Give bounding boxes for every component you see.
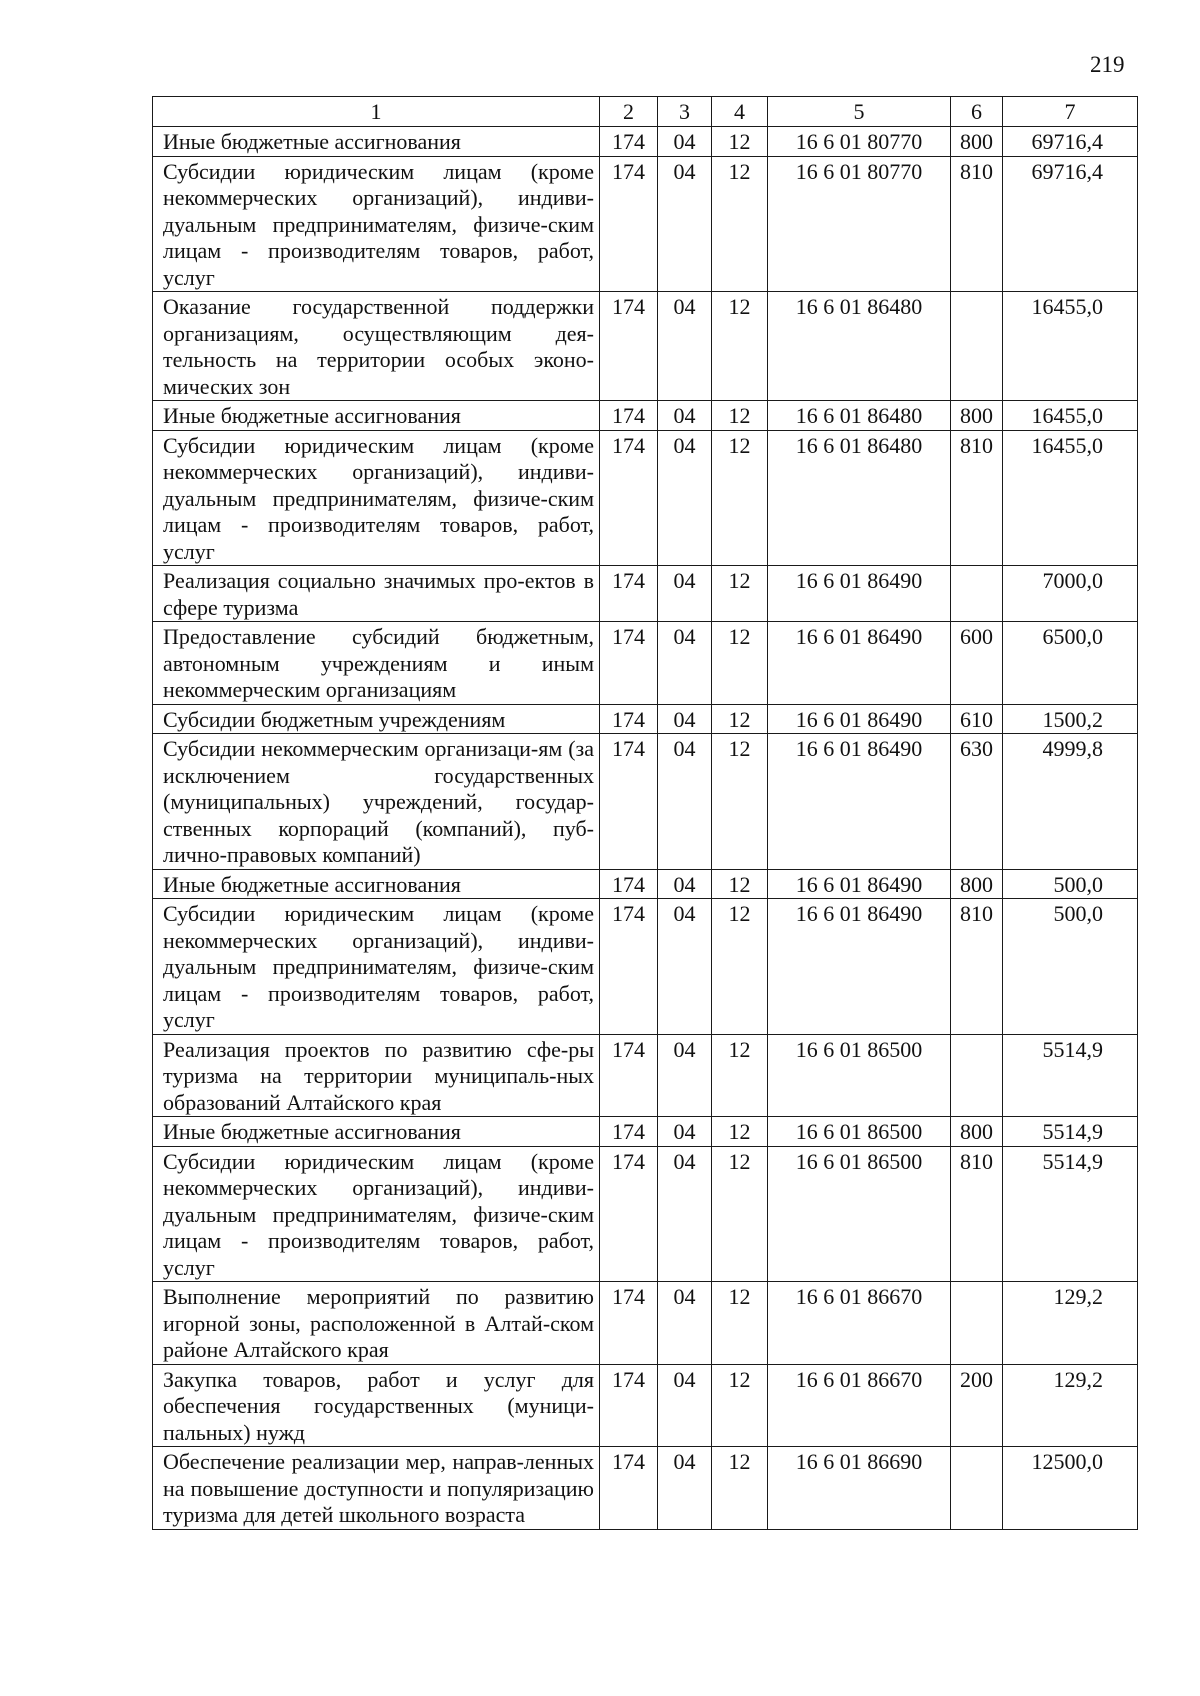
cell-section: 04 bbox=[658, 869, 712, 899]
cell-subsection: 12 bbox=[712, 1364, 768, 1447]
cell-ministry-code: 174 bbox=[600, 430, 658, 566]
cell-amount: 69716,4 bbox=[1003, 156, 1138, 292]
cell-section: 04 bbox=[658, 566, 712, 622]
header-col-3: 3 bbox=[658, 97, 712, 127]
cell-subsection: 12 bbox=[712, 127, 768, 157]
cell-amount: 129,2 bbox=[1003, 1364, 1138, 1447]
cell-expense-type bbox=[951, 1282, 1003, 1365]
table-row bbox=[153, 292, 1138, 401]
cell-subsection: 12 bbox=[712, 704, 768, 734]
table-row bbox=[153, 1117, 1138, 1147]
cell-subsection: 12 bbox=[712, 292, 768, 401]
cell-section: 04 bbox=[658, 292, 712, 401]
table-row bbox=[153, 899, 1138, 1035]
cell-amount: 129,2 bbox=[1003, 1282, 1138, 1365]
table-body bbox=[153, 127, 1138, 1530]
cell-section: 04 bbox=[658, 1034, 712, 1117]
cell-amount: 69716,4 bbox=[1003, 127, 1138, 157]
cell-name: Иные бюджетные ассигнования bbox=[153, 869, 600, 899]
cell-amount: 5514,9 bbox=[1003, 1146, 1138, 1282]
cell-expense-type: 630 bbox=[951, 734, 1003, 870]
cell-name: Субсидии некоммерческим организаци-ям (за исключением государственных (муниципальных) учреждений, государ-ственных корпораций (компаний), пуб-лично-правовых компаний) bbox=[153, 734, 600, 870]
cell-subsection: 12 bbox=[712, 566, 768, 622]
table-row bbox=[153, 401, 1138, 431]
header-col-4: 4 bbox=[712, 97, 768, 127]
cell-ministry-code: 174 bbox=[600, 622, 658, 705]
table-row bbox=[153, 127, 1138, 157]
cell-section: 04 bbox=[658, 734, 712, 870]
cell-name: Иные бюджетные ассигнования bbox=[153, 1117, 600, 1147]
cell-ministry-code: 174 bbox=[600, 1364, 658, 1447]
cell-target-article: 16 6 01 80770 bbox=[768, 156, 951, 292]
cell-section: 04 bbox=[658, 622, 712, 705]
cell-target-article: 16 6 01 86490 bbox=[768, 869, 951, 899]
cell-expense-type: 810 bbox=[951, 899, 1003, 1035]
cell-expense-type: 610 bbox=[951, 704, 1003, 734]
table-row bbox=[153, 622, 1138, 705]
table-row bbox=[153, 734, 1138, 870]
header-row bbox=[153, 97, 1138, 127]
cell-section: 04 bbox=[658, 430, 712, 566]
cell-expense-type bbox=[951, 1447, 1003, 1530]
cell-name: Иные бюджетные ассигнования bbox=[153, 401, 600, 431]
table-row bbox=[153, 156, 1138, 292]
cell-name: Иные бюджетные ассигнования bbox=[153, 127, 600, 157]
cell-target-article: 16 6 01 86500 bbox=[768, 1034, 951, 1117]
cell-expense-type bbox=[951, 1034, 1003, 1117]
table-row bbox=[153, 566, 1138, 622]
cell-ministry-code: 174 bbox=[600, 899, 658, 1035]
cell-target-article: 16 6 01 86480 bbox=[768, 430, 951, 566]
cell-ministry-code: 174 bbox=[600, 1282, 658, 1365]
cell-section: 04 bbox=[658, 1447, 712, 1530]
cell-name: Реализация социально значимых про-ектов в сфере туризма bbox=[153, 566, 600, 622]
cell-expense-type: 800 bbox=[951, 127, 1003, 157]
cell-section: 04 bbox=[658, 704, 712, 734]
cell-subsection: 12 bbox=[712, 156, 768, 292]
cell-target-article: 16 6 01 86490 bbox=[768, 704, 951, 734]
budget-table bbox=[152, 96, 1138, 1530]
cell-amount: 16455,0 bbox=[1003, 430, 1138, 566]
cell-section: 04 bbox=[658, 1364, 712, 1447]
cell-ministry-code: 174 bbox=[600, 1117, 658, 1147]
cell-section: 04 bbox=[658, 1146, 712, 1282]
table-row bbox=[153, 869, 1138, 899]
cell-ministry-code: 174 bbox=[600, 566, 658, 622]
cell-expense-type: 800 bbox=[951, 869, 1003, 899]
cell-subsection: 12 bbox=[712, 1146, 768, 1282]
cell-name: Субсидии юридическим лицам (кроме некоммерческих организаций), индиви-дуальным предпринимателям, физиче-ским лицам - производителям товаров, работ, услуг bbox=[153, 156, 600, 292]
page-number: 219 bbox=[1090, 52, 1125, 77]
cell-subsection: 12 bbox=[712, 734, 768, 870]
cell-target-article: 16 6 01 86480 bbox=[768, 401, 951, 431]
cell-ministry-code: 174 bbox=[600, 156, 658, 292]
cell-name: Обеспечение реализации мер, направ-ленных на повышение доступности и популяризацию туризма для детей школьного возраста bbox=[153, 1447, 600, 1530]
cell-amount: 5514,9 bbox=[1003, 1034, 1138, 1117]
cell-name: Выполнение мероприятий по развитию игорной зоны, расположенной в Алтай-ском районе Алтайского края bbox=[153, 1282, 600, 1365]
cell-ministry-code: 174 bbox=[600, 869, 658, 899]
cell-section: 04 bbox=[658, 127, 712, 157]
cell-amount: 4999,8 bbox=[1003, 734, 1138, 870]
cell-expense-type: 200 bbox=[951, 1364, 1003, 1447]
cell-amount: 16455,0 bbox=[1003, 401, 1138, 431]
cell-ministry-code: 174 bbox=[600, 704, 658, 734]
cell-subsection: 12 bbox=[712, 1034, 768, 1117]
table-row bbox=[153, 1034, 1138, 1117]
cell-section: 04 bbox=[658, 401, 712, 431]
header-col-7: 7 bbox=[1003, 97, 1138, 127]
cell-ministry-code: 174 bbox=[600, 292, 658, 401]
cell-expense-type: 800 bbox=[951, 1117, 1003, 1147]
cell-subsection: 12 bbox=[712, 1282, 768, 1365]
cell-name: Закупка товаров, работ и услуг для обеспечения государственных (муници-пальных) нужд bbox=[153, 1364, 600, 1447]
cell-amount: 5514,9 bbox=[1003, 1117, 1138, 1147]
cell-name: Субсидии юридическим лицам (кроме некоммерческих организаций), индиви-дуальным предпринимателям, физиче-ским лицам - производителям товаров, работ, услуг bbox=[153, 899, 600, 1035]
header-col-2: 2 bbox=[600, 97, 658, 127]
cell-section: 04 bbox=[658, 899, 712, 1035]
cell-name: Субсидии бюджетным учреждениям bbox=[153, 704, 600, 734]
cell-target-article: 16 6 01 86670 bbox=[768, 1282, 951, 1365]
cell-subsection: 12 bbox=[712, 401, 768, 431]
cell-subsection: 12 bbox=[712, 430, 768, 566]
cell-ministry-code: 174 bbox=[600, 734, 658, 870]
cell-amount: 6500,0 bbox=[1003, 622, 1138, 705]
cell-subsection: 12 bbox=[712, 899, 768, 1035]
table-row bbox=[153, 1364, 1138, 1447]
table-row bbox=[153, 430, 1138, 566]
cell-target-article: 16 6 01 86480 bbox=[768, 292, 951, 401]
cell-amount: 7000,0 bbox=[1003, 566, 1138, 622]
cell-ministry-code: 174 bbox=[600, 1447, 658, 1530]
cell-target-article: 16 6 01 86490 bbox=[768, 622, 951, 705]
cell-ministry-code: 174 bbox=[600, 1146, 658, 1282]
cell-section: 04 bbox=[658, 156, 712, 292]
cell-section: 04 bbox=[658, 1282, 712, 1365]
header-col-5: 5 bbox=[768, 97, 951, 127]
cell-expense-type bbox=[951, 292, 1003, 401]
table-row bbox=[153, 1447, 1138, 1530]
cell-expense-type: 810 bbox=[951, 156, 1003, 292]
header-col-6: 6 bbox=[951, 97, 1003, 127]
cell-expense-type bbox=[951, 566, 1003, 622]
cell-name: Предоставление субсидий бюджетным, автономным учреждениям и иным некоммерческим организациям bbox=[153, 622, 600, 705]
cell-ministry-code: 174 bbox=[600, 127, 658, 157]
cell-subsection: 12 bbox=[712, 869, 768, 899]
cell-expense-type: 810 bbox=[951, 1146, 1003, 1282]
cell-ministry-code: 174 bbox=[600, 401, 658, 431]
table-row bbox=[153, 1282, 1138, 1365]
cell-amount: 1500,2 bbox=[1003, 704, 1138, 734]
cell-target-article: 16 6 01 86490 bbox=[768, 566, 951, 622]
cell-amount: 500,0 bbox=[1003, 899, 1138, 1035]
cell-subsection: 12 bbox=[712, 1447, 768, 1530]
cell-subsection: 12 bbox=[712, 622, 768, 705]
cell-section: 04 bbox=[658, 1117, 712, 1147]
cell-target-article: 16 6 01 80770 bbox=[768, 127, 951, 157]
cell-amount: 500,0 bbox=[1003, 869, 1138, 899]
cell-ministry-code: 174 bbox=[600, 1034, 658, 1117]
cell-name: Реализация проектов по развитию сфе-ры туризма на территории муниципаль-ных образований Алтайского края bbox=[153, 1034, 600, 1117]
cell-amount: 12500,0 bbox=[1003, 1447, 1138, 1530]
cell-target-article: 16 6 01 86690 bbox=[768, 1447, 951, 1530]
cell-target-article: 16 6 01 86670 bbox=[768, 1364, 951, 1447]
cell-name: Субсидии юридическим лицам (кроме некоммерческих организаций), индиви-дуальным предпринимателям, физиче-ским лицам - производителям товаров, работ, услуг bbox=[153, 1146, 600, 1282]
cell-target-article: 16 6 01 86500 bbox=[768, 1117, 951, 1147]
cell-target-article: 16 6 01 86490 bbox=[768, 899, 951, 1035]
cell-expense-type: 600 bbox=[951, 622, 1003, 705]
cell-amount: 16455,0 bbox=[1003, 292, 1138, 401]
cell-target-article: 16 6 01 86490 bbox=[768, 734, 951, 870]
cell-target-article: 16 6 01 86500 bbox=[768, 1146, 951, 1282]
header-col-1: 1 bbox=[153, 97, 600, 127]
cell-name: Субсидии юридическим лицам (кроме некоммерческих организаций), индиви-дуальным предпринимателям, физиче-ским лицам - производителям товаров, работ, услуг bbox=[153, 430, 600, 566]
cell-expense-type: 810 bbox=[951, 430, 1003, 566]
cell-subsection: 12 bbox=[712, 1117, 768, 1147]
cell-expense-type: 800 bbox=[951, 401, 1003, 431]
table-row bbox=[153, 1146, 1138, 1282]
table-row bbox=[153, 704, 1138, 734]
cell-name: Оказание государственной поддержки организациям, осуществляющим дея-тельность на территории особых эконо-мических зон bbox=[153, 292, 600, 401]
